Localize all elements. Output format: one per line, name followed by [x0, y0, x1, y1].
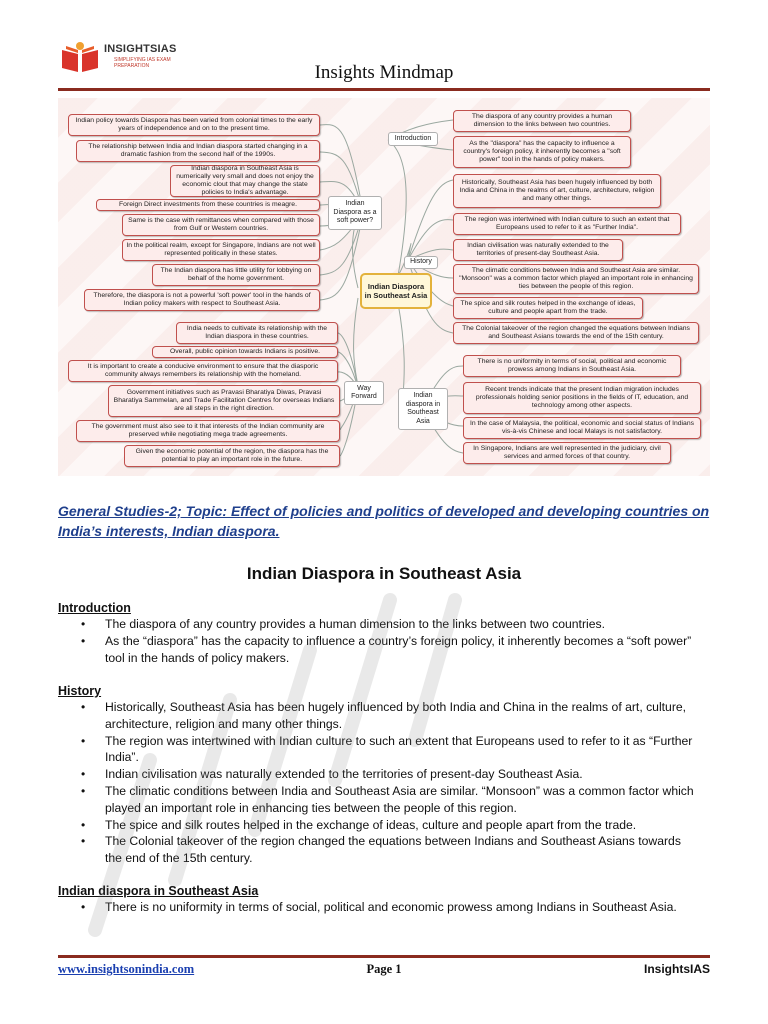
mindmap-branch-way-forward: Way Forward [344, 381, 384, 405]
mindmap-history-item: Historically, Southeast Asia has been hugely influenced by both India and China in the realms of art, culture, architecture, religion and many other things. [453, 174, 661, 208]
mindmap-history-item: The region was intertwined with Indian culture to such an extent that Europeans used to refer to it as "Further India". [453, 213, 681, 235]
mindmap-introduction-item: The diaspora of any country provides a human dimension to the links between two countries. [453, 110, 631, 132]
section-heading: Introduction [58, 601, 131, 615]
mindmap-branch-indian-diaspora: Indian diaspora in Southeast Asia [398, 388, 448, 430]
mindmap-way-forward-item: India needs to cultivate its relationship with the Indian diaspora in these countries. [176, 322, 338, 344]
mindmap-diaspora-item: In Singapore, Indians are well represented in the judiciary, civil services and armed forces of that country. [463, 442, 671, 464]
section-introduction [58, 600, 698, 666]
bullet-list [58, 699, 698, 867]
bullet-item: • The spice and silk routes helped in the exchange of ideas, culture and people apart from the trade. [58, 817, 698, 834]
mindmap-history-item: Indian civilisation was naturally extended to the territories of present-day Southeast Asia. [453, 239, 623, 261]
page-title: Insights Mindmap [314, 62, 454, 83]
mindmap-history-item: The Colonial takeover of the region changed the equations between Indians and Southeast Asians towards the end of the 15th century. [453, 322, 699, 344]
mindmap-soft-power-item: Same is the case with remittances when compared with those from Gulf or Western countries. [122, 214, 320, 236]
mindmap-branch-introduction: Introduction [388, 132, 438, 146]
mindmap-way-forward-item: The government must also see to it that interests of the Indian community are preserved while negotiating mega trade agreements. [76, 420, 340, 442]
mindmap-soft-power-item: Indian diaspora in Southeast Asia is numerically very small and does not enjoy the economic clout that may change the state policies to India's advantage. [170, 165, 320, 197]
mindmap-way-forward-item: It is important to create a conducive environment to ensure that the diasporic community always remembers its relationship with the homeland. [68, 360, 338, 382]
logo-tagline: SIMPLIFYING IAS EXAM PREPARATION [114, 57, 171, 69]
bullet-item: • As the “diaspora” has the capacity to influence a country’s foreign policy, it inherently becomes a “soft power” tool in the hands of policy makers. [58, 633, 698, 667]
footer-website-link[interactable]: www.insightsonindia.com [58, 962, 195, 976]
bullet-item: • The Colonial takeover of the region changed the equations between Indians and Southeast Asians towards the end of the 15th century. [58, 833, 698, 867]
mindmap-branch-history: History [404, 256, 438, 269]
footer-brand: InsightsIAS [643, 962, 710, 976]
mindmap-soft-power-item: The Indian diaspora has little utility for lobbying on behalf of the home government. [152, 264, 320, 286]
page-number: Page 1 [366, 962, 402, 976]
bullet-item: • Historically, Southeast Asia has been hugely influenced by both India and China in the realms of art, culture, architecture, religion and many other things. [58, 699, 698, 733]
mindmap [58, 98, 710, 476]
mindmap-soft-power-item: Foreign Direct investments from these countries is meagre. [96, 199, 320, 211]
mindmap-branch-soft-power: Indian Diaspora as a soft power? [328, 196, 382, 230]
mindmap-introduction-item: As the "diaspora" has the capacity to influence a country's foreign policy, it inherently becomes a "soft power" tool in the hands of policy makers. [453, 136, 631, 168]
mindmap-diaspora-item: Recent trends indicate that the present Indian migration includes professionals holding senior positions in the fields of IT, education, and technology among other aspects. [463, 382, 701, 414]
mindmap-history-item: The spice and silk routes helped in the exchange of ideas, culture and people apart from the trade. [453, 297, 643, 319]
bullet-item: • The region was intertwined with Indian culture to such an extent that Europeans used to refer to it as “Further India”. [58, 733, 698, 767]
bullet-list [58, 616, 698, 666]
bullet-item: • The climatic conditions between India and Southeast Asia are similar. “Monsoon” was a common factor which played an important role in enhancing ties between the people of this region. [58, 783, 698, 817]
mindmap-way-forward-item: Government initiatives such as Pravasi Bharatiya Diwas, Pravasi Bharatiya Sammelan, and Trade Facilitation Centres for overseas Indians are all steps in the right direction. [108, 385, 340, 417]
bullet-list [58, 899, 698, 916]
bullet-item: • There is no uniformity in terms of social, political and economic prowess among Indians in Southeast Asia. [58, 899, 698, 916]
mindmap-diaspora-item: In the case of Malaysia, the political, economic and social status of Indians vis-à-vis Chinese and local Malays is not satisfactory. [463, 417, 701, 439]
gs-topic-heading: General Studies-2; Topic: Effect of policies and politics of developed and developing countries on India’s interests, Indian diaspora. [58, 503, 710, 539]
mindmap-soft-power-item: In the political realm, except for Singapore, Indians are not well represented politically in these states. [122, 239, 320, 261]
mindmap-history-item: The climatic conditions between India and Southeast Asia are similar. "Monsoon" was a common factor which played an important role in enhancing ties between the people of this region. [453, 264, 699, 294]
section-history [58, 683, 698, 867]
mindmap-diaspora-item: There is no uniformity in terms of social, political and economic prowess among Indians in Southeast Asia. [463, 355, 681, 377]
document-title: Indian Diaspora in Southeast Asia [246, 564, 522, 583]
bullet-item: • Indian civilisation was naturally extended to the territories of present-day Southeast Asia. [58, 766, 698, 783]
mindmap-way-forward-item: Given the economic potential of the region, the diaspora has the potential to play an important role in the future. [124, 445, 340, 467]
mindmap-soft-power-item: Therefore, the diaspora is not a powerful 'soft power' tool in the hands of Indian policy makers with respect to Southeast Asia. [84, 289, 320, 311]
section-heading: Indian diaspora in Southeast Asia [58, 884, 259, 898]
bullet-item: • The diaspora of any country provides a human dimension to the links between two countries. [58, 616, 698, 633]
mindmap-soft-power-item: The relationship between India and Indian diaspora started changing in a dramatic fashion from the second half of the 1990s. [76, 140, 320, 162]
footer-divider [58, 955, 710, 958]
header-divider [58, 88, 710, 91]
section-indian-diaspora [58, 883, 698, 916]
mindmap-way-forward-item: Overall, public opinion towards Indians is positive. [152, 346, 338, 358]
logo-name: INSIGHTSIAS [104, 43, 177, 55]
section-heading: History [58, 684, 102, 698]
mindmap-center-node: Indian Diaspora in Southeast Asia [360, 273, 432, 309]
mindmap-soft-power-item: Indian policy towards Diaspora has been varied from colonial times to the early years of independence and on to the present time. [68, 114, 320, 136]
